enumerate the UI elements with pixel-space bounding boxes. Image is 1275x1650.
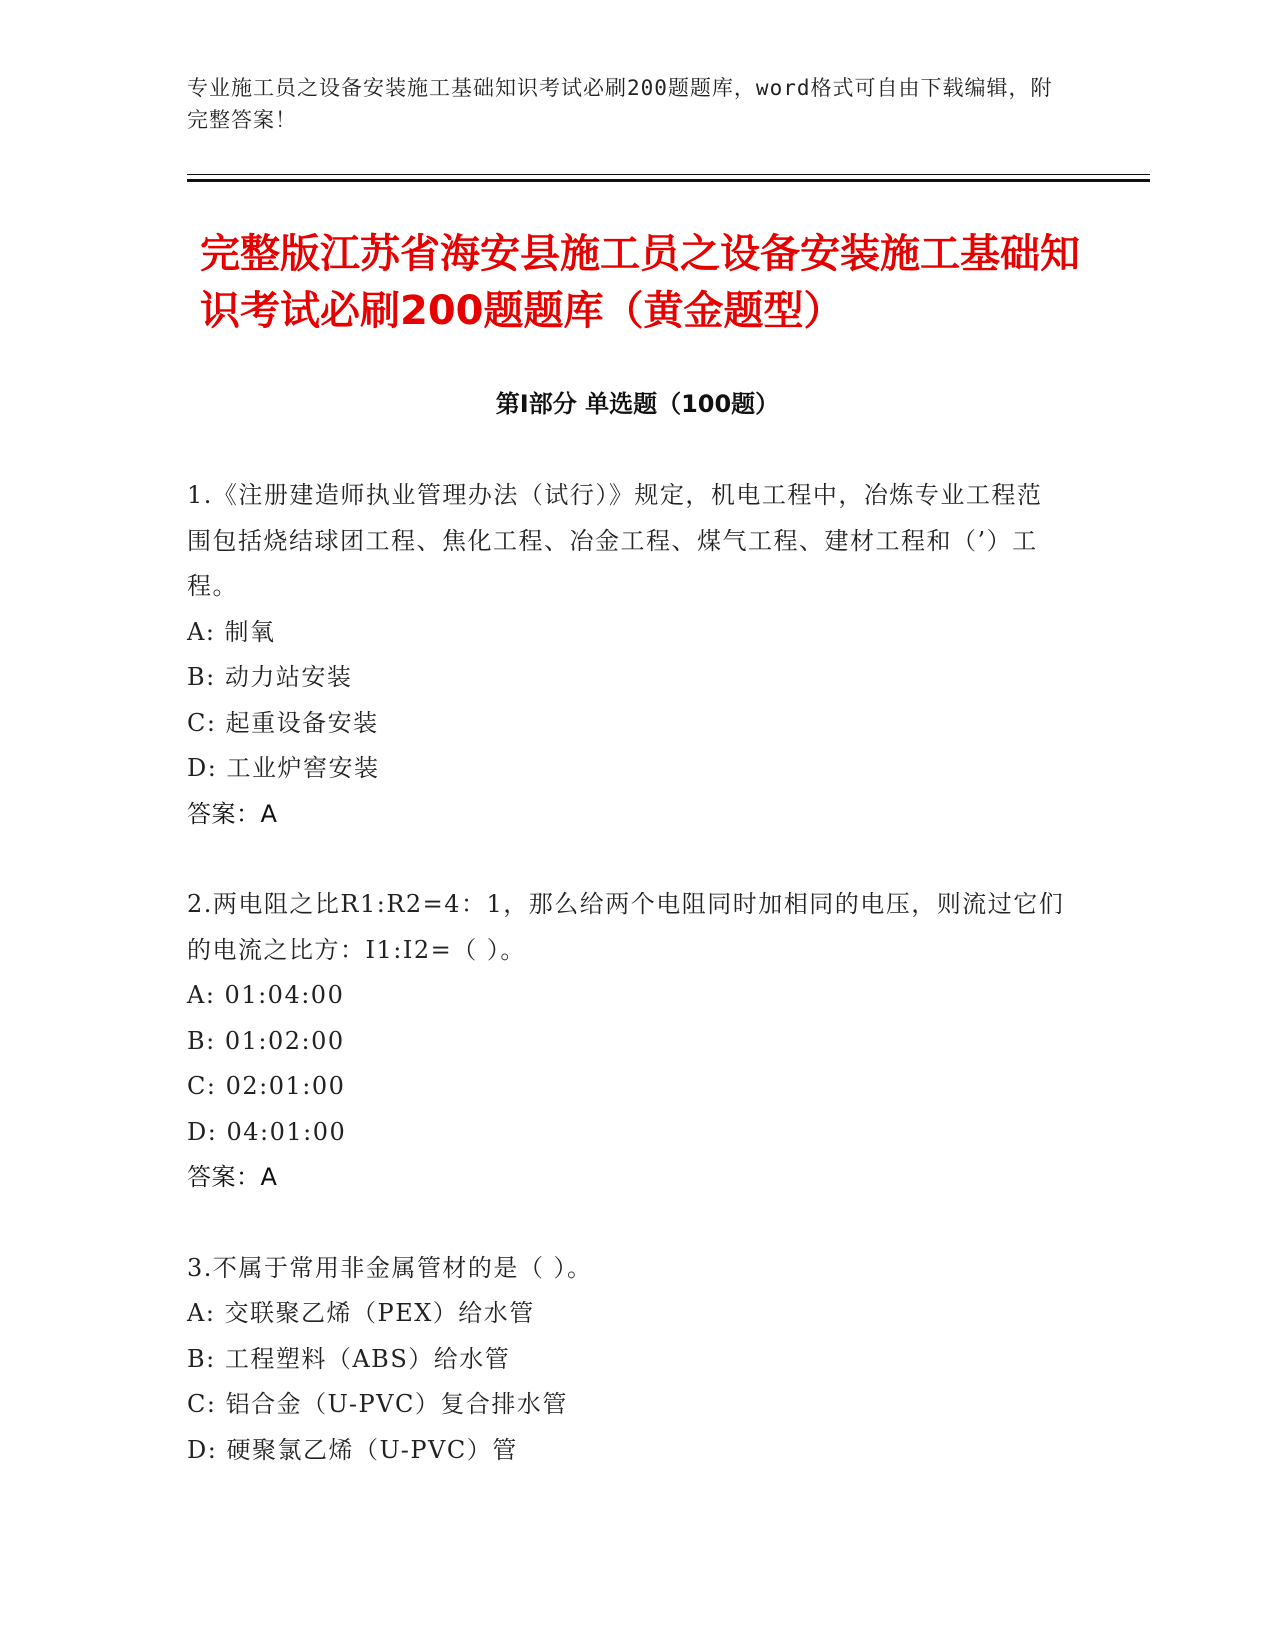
document-title: 完整版江苏省海安县施工员之设备安装施工基础知识考试必刷200题题库（黄金题型） xyxy=(200,231,1080,334)
question-1 xyxy=(187,473,1067,837)
question-option-d: D: 04:01:00 xyxy=(187,1117,347,1146)
question-answer: 答案：A xyxy=(187,1163,278,1191)
question-stem: 3.不属于常用非金属管材的是（ ）。 xyxy=(187,1253,593,1282)
question-option-a: A: 交联聚乙烯（PEX）给水管 xyxy=(187,1299,535,1327)
section-title: 第Ⅰ部分 单选题（100题） xyxy=(495,390,780,418)
question-answer: 答案：A xyxy=(187,799,278,828)
header-divider-thin xyxy=(187,174,1150,175)
question-stem: 1.《注册建造师执业管理办法（试行）》规定，机电工程中，冶炼专业工程范围包括烧结球团工程、焦化工程、冶金工程、煤气工程、建材工程和（’）工程。 xyxy=(187,481,1043,600)
question-option-a: A: 01:04:00 xyxy=(187,981,345,1009)
header-note: 专业施工员之设备安装施工基础知识考试必刷200题题库，word格式可自由下载编辑，附完整答案！ xyxy=(187,76,1053,132)
question-option-a: A: 制氧 xyxy=(187,617,276,646)
question-option-b: B: 动力站安装 xyxy=(187,663,353,691)
question-option-b: B: 工程塑料（ABS）给水管 xyxy=(187,1344,511,1373)
header-divider-thick xyxy=(187,179,1150,182)
question-3 xyxy=(187,1246,1067,1474)
question-option-c: C: 起重设备安装 xyxy=(187,708,379,737)
question-option-c: C: 02:01:00 xyxy=(187,1072,346,1100)
question-2 xyxy=(187,882,1067,1201)
question-list xyxy=(187,473,1067,1518)
question-option-d: D: 硬聚氯乙烯（U-PVC）管 xyxy=(187,1435,518,1464)
question-stem: 2.两电阻之比R1:R2=4：1，那么给两个电阻同时加相同的电压，则流过它们的电流之比方：I1:I2=（ ）。 xyxy=(187,890,1065,964)
question-option-d: D: 工业炉窖安装 xyxy=(187,754,380,782)
question-option-c: C: 铝合金（U-PVC）复合排水管 xyxy=(187,1390,568,1418)
question-option-b: B: 01:02:00 xyxy=(187,1026,345,1055)
